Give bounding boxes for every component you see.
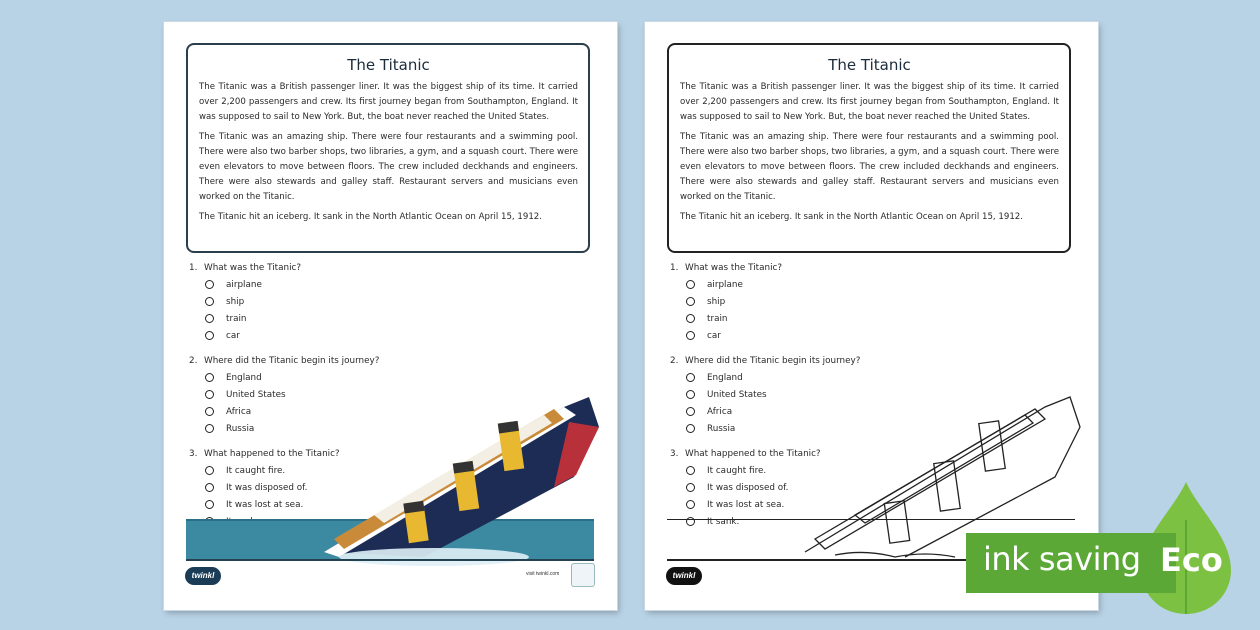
radio-circle-icon[interactable] [205, 407, 214, 416]
worksheet-page-color [164, 22, 617, 610]
answer-option[interactable]: train [189, 310, 459, 327]
answer-option[interactable]: England [670, 369, 940, 386]
radio-circle-icon[interactable] [205, 424, 214, 433]
question-number: 3. [670, 449, 679, 459]
visit-link-text: visit twinkl.com [526, 571, 560, 577]
question-number: 2. [670, 356, 679, 366]
question-1 [670, 260, 940, 344]
worksheet-page-bw [645, 22, 1098, 610]
radio-circle-icon[interactable] [686, 466, 695, 475]
answer-option[interactable]: It caught fire. [670, 462, 940, 479]
answer-option[interactable]: Russia [189, 420, 459, 437]
twinkl-logo: twinkl [666, 567, 702, 585]
radio-circle-icon[interactable] [205, 373, 214, 382]
radio-circle-icon[interactable] [205, 280, 214, 289]
radio-circle-icon[interactable] [205, 314, 214, 323]
question-1 [189, 260, 459, 344]
radio-circle-icon[interactable] [205, 390, 214, 399]
answer-option[interactable]: It was lost at sea. [670, 496, 940, 513]
radio-circle-icon[interactable] [686, 500, 695, 509]
question-stem: Where did the Titanic begin its journey? [685, 356, 861, 366]
footer-divider [186, 559, 594, 561]
question-number: 1. [189, 263, 198, 273]
radio-circle-icon[interactable] [205, 466, 214, 475]
question-stem: What happened to the Titanic? [204, 449, 340, 459]
passage-paragraph: The Titanic was an amazing ship. There were four restaurants and a swimming pool. There were also two barber shops, two libraries, a gym, and a squash court. There were even elevators to move between floors. The crew included deckhands and engineers. There were also stewards and galley staff. Restaurant servers and musicians even worked on the Titanic. [680, 132, 1059, 202]
radio-circle-icon[interactable] [205, 331, 214, 340]
answer-option[interactable]: United States [670, 386, 940, 403]
page-title: The Titanic [347, 56, 430, 74]
question-stem: What was the Titanic? [204, 263, 302, 273]
radio-circle-icon[interactable] [205, 483, 214, 492]
radio-circle-icon[interactable] [686, 297, 695, 306]
answer-option[interactable]: Africa [670, 403, 940, 420]
curriculum-badge-icon [571, 563, 595, 587]
answer-option[interactable]: train [670, 310, 940, 327]
question-stem: What was the Titanic? [685, 263, 783, 273]
reading-passage [667, 43, 1071, 253]
titanic-ship-illustration [314, 367, 604, 567]
ink-saving-label: ink saving [983, 540, 1141, 578]
answer-option[interactable]: It caught fire. [189, 462, 459, 479]
radio-circle-icon[interactable] [205, 297, 214, 306]
answer-option[interactable]: It was lost at sea. [189, 496, 459, 513]
radio-circle-icon[interactable] [205, 500, 214, 509]
radio-circle-icon[interactable] [686, 407, 695, 416]
answer-option[interactable]: airplane [189, 276, 459, 293]
reading-passage [186, 43, 590, 253]
question-number: 3. [189, 449, 198, 459]
answer-option[interactable]: United States [189, 386, 459, 403]
radio-circle-icon[interactable] [686, 314, 695, 323]
radio-circle-icon[interactable] [686, 280, 695, 289]
answer-option[interactable]: It was disposed of. [189, 479, 459, 496]
radio-circle-icon[interactable] [686, 331, 695, 340]
page-title: The Titanic [828, 56, 911, 74]
answer-option[interactable]: It sank. [670, 513, 940, 530]
answer-option[interactable]: ship [189, 293, 459, 310]
answer-option[interactable]: England [189, 369, 459, 386]
question-number: 2. [189, 356, 198, 366]
answer-option[interactable]: Russia [670, 420, 940, 437]
eco-label: Eco [1160, 541, 1223, 579]
answer-option[interactable]: It was disposed of. [670, 479, 940, 496]
question-number: 1. [670, 263, 679, 273]
passage-paragraph: The Titanic was a British passenger liner. It was the biggest ship of its time. It carried over 2,200 passengers and crew. Its first journey began from Southampton, England. It was supposed to sail to New York. But, the boat never reached the United States. [680, 82, 1059, 122]
radio-circle-icon[interactable] [686, 373, 695, 382]
passage-paragraph: The Titanic was a British passenger liner. It was the biggest ship of its time. It carried over 2,200 passengers and crew. Its first journey began from Southampton, England. It was supposed to sail to New York. But, the boat never reached the United States. [199, 82, 578, 122]
twinkl-logo: twinkl [185, 567, 221, 585]
passage-paragraph: The Titanic hit an iceberg. It sank in the North Atlantic Ocean on April 15, 1912. [199, 212, 542, 222]
answer-option[interactable]: car [189, 327, 459, 344]
answer-option[interactable]: ship [670, 293, 940, 310]
passage-paragraph: The Titanic was an amazing ship. There were four restaurants and a swimming pool. There were also two barber shops, two libraries, a gym, and a squash court. There were even elevators to move between floors. The crew included deckhands and engineers. There were also stewards and galley staff. Restaurant servers and musicians even worked on the Titanic. [199, 132, 578, 202]
radio-circle-icon[interactable] [686, 483, 695, 492]
radio-circle-icon[interactable] [686, 424, 695, 433]
answer-option[interactable]: car [670, 327, 940, 344]
radio-circle-icon[interactable] [686, 390, 695, 399]
answer-option[interactable]: Africa [189, 403, 459, 420]
question-stem: What happened to the Titanic? [685, 449, 821, 459]
question-stem: Where did the Titanic begin its journey? [204, 356, 380, 366]
answer-option[interactable]: airplane [670, 276, 940, 293]
passage-paragraph: The Titanic hit an iceberg. It sank in the North Atlantic Ocean on April 15, 1912. [680, 212, 1023, 222]
